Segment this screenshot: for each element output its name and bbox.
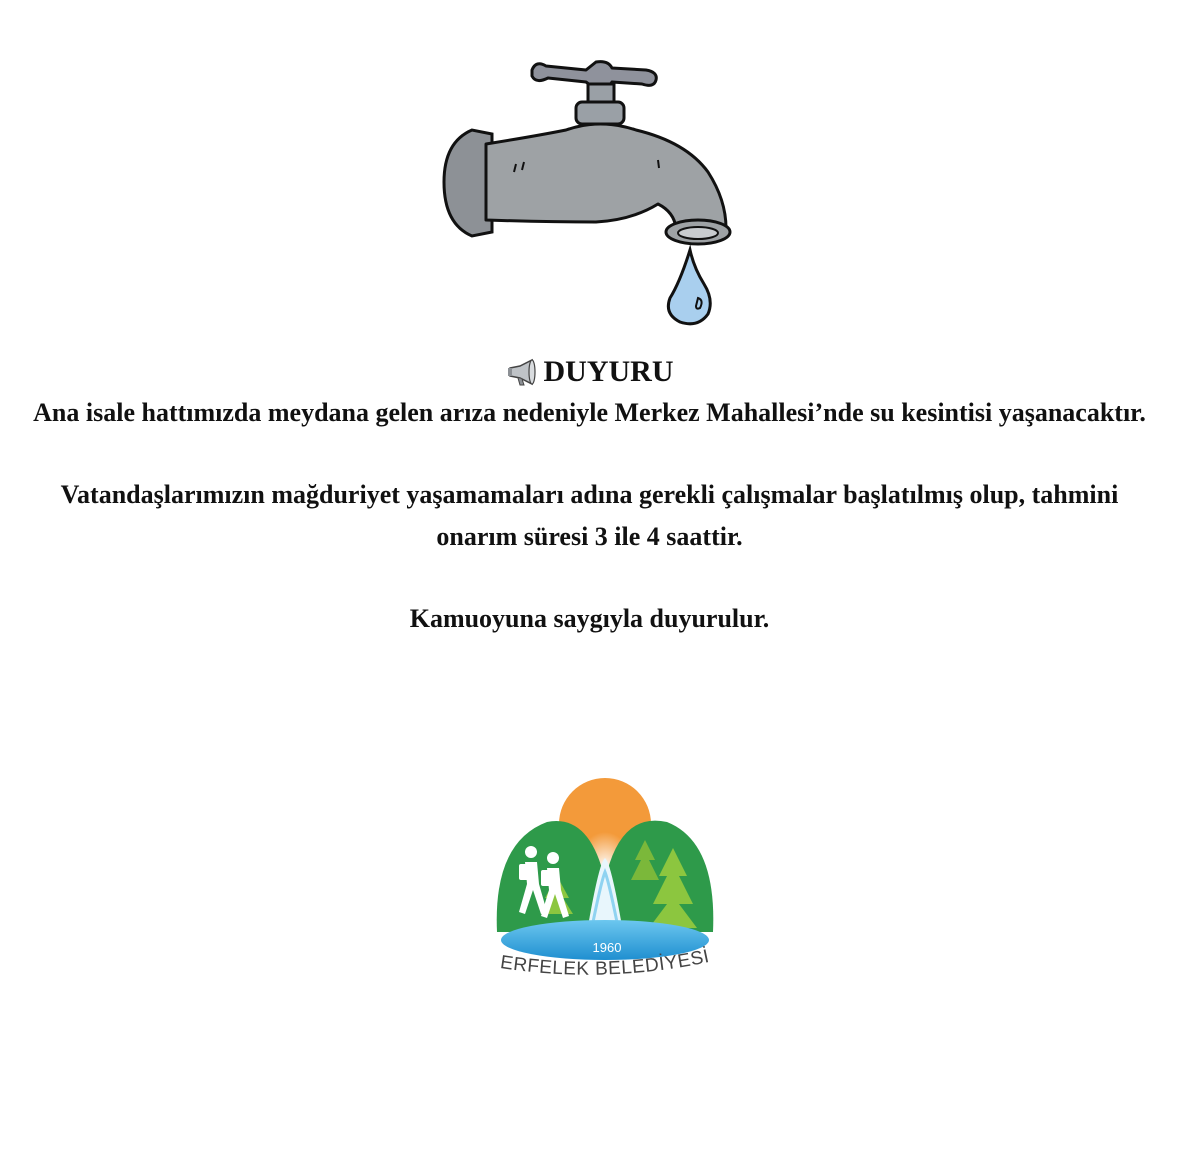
logo-name: ERFELEK BELEDİYESİ — [498, 946, 712, 980]
municipality-logo — [487, 772, 717, 992]
announcement — [20, 352, 1159, 640]
faucet-icon — [436, 52, 736, 332]
paragraph-outage: Ana isale hattımızda meydana gelen arıza nedeniyle Merkez Mahallesi’nde su kesintisi yaşanacaktır. — [33, 398, 1146, 427]
paragraph-repair: Vatandaşlarımızın mağduriyet yaşamamaları adına gerekli çalışmalar başlatılmış olup, tahmini onarım süresi 3 ile 4 saattir. — [60, 480, 1119, 551]
megaphone-icon — [506, 357, 538, 387]
paragraph-closing: Kamuoyuna saygıyla duyurulur. — [409, 604, 770, 633]
title-text: DUYURU — [543, 355, 674, 388]
logo-year: 1960 — [592, 940, 622, 955]
announcement-title — [20, 352, 1159, 392]
